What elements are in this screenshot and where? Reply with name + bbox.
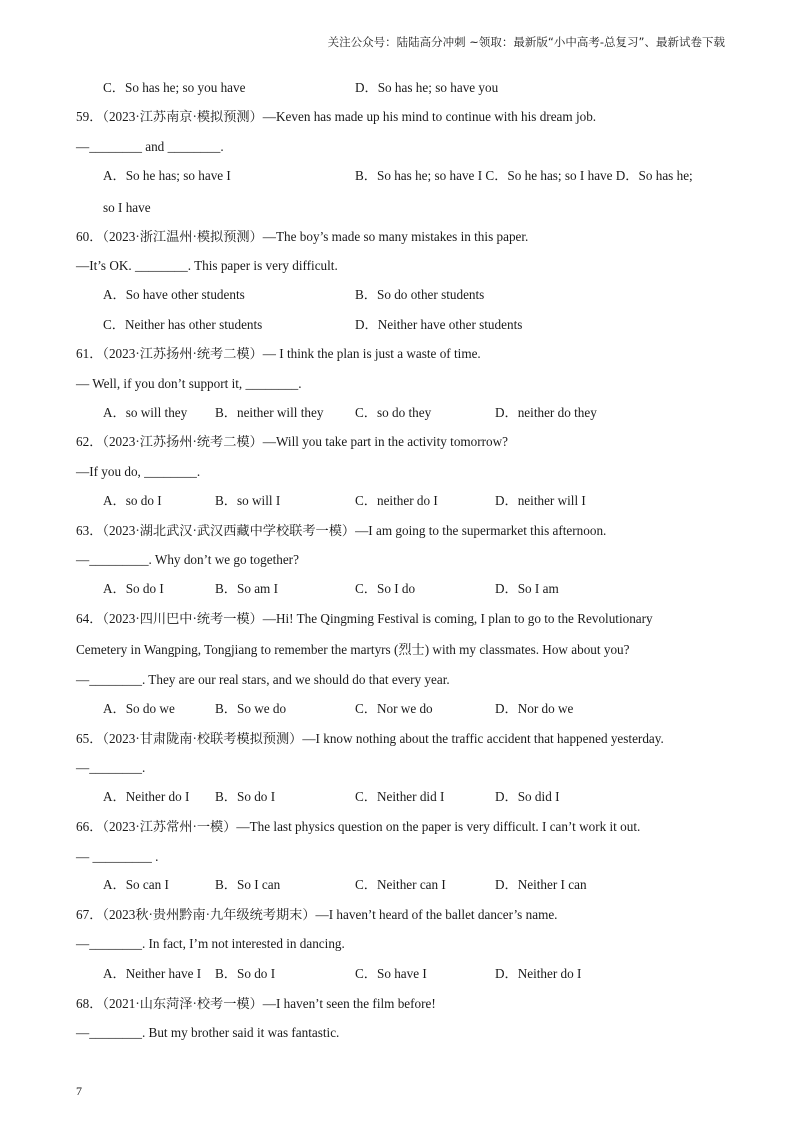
question-66-option-a: A．So can I (103, 877, 169, 892)
question-64-option-b: B．So we do (215, 701, 287, 716)
question-67-option-d: D．Neither do I (495, 966, 582, 981)
question-59-option-a: A．So he has; so have I (103, 168, 231, 183)
question-66-option-b: B．So I can (215, 877, 281, 892)
question-64-stem-continued: Cemetery in Wangping, Tongjiang to remember the martyrs (烈士) with my classmates. How about you? (76, 642, 630, 657)
question-62-option-d: D．neither will I (495, 493, 586, 508)
question-65-option-b: B．So do I (215, 789, 276, 804)
question-62-option-c: C．neither do I (355, 493, 438, 508)
question-66-reply: — _________ . (76, 849, 159, 864)
question-68-stem: 68．（2021·山东菏泽·校考一模）—I haven’t seen the film before! (76, 996, 436, 1011)
question-67-option-a: A．Neither have I (103, 966, 202, 981)
question-65-option-c: C．Neither did I (355, 789, 445, 804)
question-68-reply: —________. But my brother said it was fantastic. (76, 1025, 340, 1040)
question-61-option-a: A．so will they (103, 405, 188, 420)
question-65-stem: 65．（2023·甘肃陇南·校联考模拟预测）—I know nothing about the traffic accident that happened yesterday. (76, 731, 664, 746)
question-63-reply: —_________. Why don’t we go together? (76, 552, 299, 567)
question-65-reply: —________. (76, 760, 146, 775)
question-66-option-c: C．Neither can I (355, 877, 446, 892)
question-65-option-d: D．So did I (495, 789, 560, 804)
question-65-option-a: A．Neither do I (103, 789, 190, 804)
question-61-option-b: B．neither will they (215, 405, 324, 420)
question-60-option-a: A．So have other students (103, 287, 245, 302)
question-67-option-c: C．So have I (355, 966, 427, 981)
question-62-reply: —If you do, ________. (76, 464, 201, 479)
question-67-reply: —________. In fact, I’m not interested in dancing. (76, 936, 345, 951)
question-67-option-b: B．So do I (215, 966, 276, 981)
question-60-stem: 60．（2023·浙江温州·模拟预测）—The boy’s made so many mistakes in this paper. (76, 229, 529, 244)
question-64-option-c: C．Nor we do (355, 701, 433, 716)
page-header: 关注公众号：陆陆高分冲刺 ~领取：最新版“小中高考-总复习”、最新试卷下载 (327, 35, 725, 49)
question-67-stem: 67．（2023秋·贵州黔南·九年级统考期末）—I haven’t heard of the ballet dancer’s name. (76, 907, 558, 922)
option-c: C．So has he; so you have (103, 80, 246, 95)
question-60-reply: —It’s OK. ________. This paper is very difficult. (76, 258, 338, 273)
question-59-reply: —________ and ________. (76, 139, 224, 154)
question-62-option-a: A．so do I (103, 493, 162, 508)
question-59-option-d-continued: so I have (103, 200, 151, 215)
question-63-stem: 63．（2023·湖北武汉·武汉西藏中学校联考一模）—I am going to the supermarket this afternoon. (76, 523, 607, 538)
page-number: 7 (76, 1084, 82, 1098)
question-59-stem: 59．（2023·江苏南京·模拟预测）—Keven has made up his mind to continue with his dream job. (76, 109, 597, 124)
question-62-option-b: B．so will I (215, 493, 281, 508)
question-59-options-bcd: B．So has he; so have I C．So he has; so I have D．So has he; (355, 168, 693, 183)
option-d: D．So has he; so have you (355, 80, 499, 95)
question-61-reply: — Well, if you don’t support it, ________. (76, 376, 302, 391)
question-61-option-c: C．so do they (355, 405, 432, 420)
question-60-option-d: D．Neither have other students (355, 317, 523, 332)
question-64-option-a: A．So do we (103, 701, 175, 716)
question-64-option-d: D．Nor do we (495, 701, 574, 716)
question-63-option-c: C．So I do (355, 581, 416, 596)
question-63-option-b: B．So am I (215, 581, 279, 596)
question-62-stem: 62．（2023·江苏扬州·统考二模）—Will you take part in the activity tomorrow? (76, 434, 509, 449)
question-63-option-a: A．So do I (103, 581, 164, 596)
question-61-stem: 61．（2023·江苏扬州·统考二模）— I think the plan is just a waste of time. (76, 346, 481, 361)
question-60-option-b: B．So do other students (355, 287, 485, 302)
question-61-option-d: D．neither do they (495, 405, 597, 420)
question-63-option-d: D．So I am (495, 581, 559, 596)
question-64-reply: —________. They are our real stars, and we should do that every year. (76, 672, 450, 687)
question-66-option-d: D．Neither I can (495, 877, 587, 892)
question-64-stem: 64．（2023·四川巴中·统考一模）—Hi! The Qingming Festival is coming, I plan to go to the Revolutionary (76, 611, 653, 626)
question-60-option-c: C．Neither has other students (103, 317, 263, 332)
question-66-stem: 66．（2023·江苏常州·一模）—The last physics question on the paper is very difficult. I can’t work it out. (76, 819, 641, 834)
